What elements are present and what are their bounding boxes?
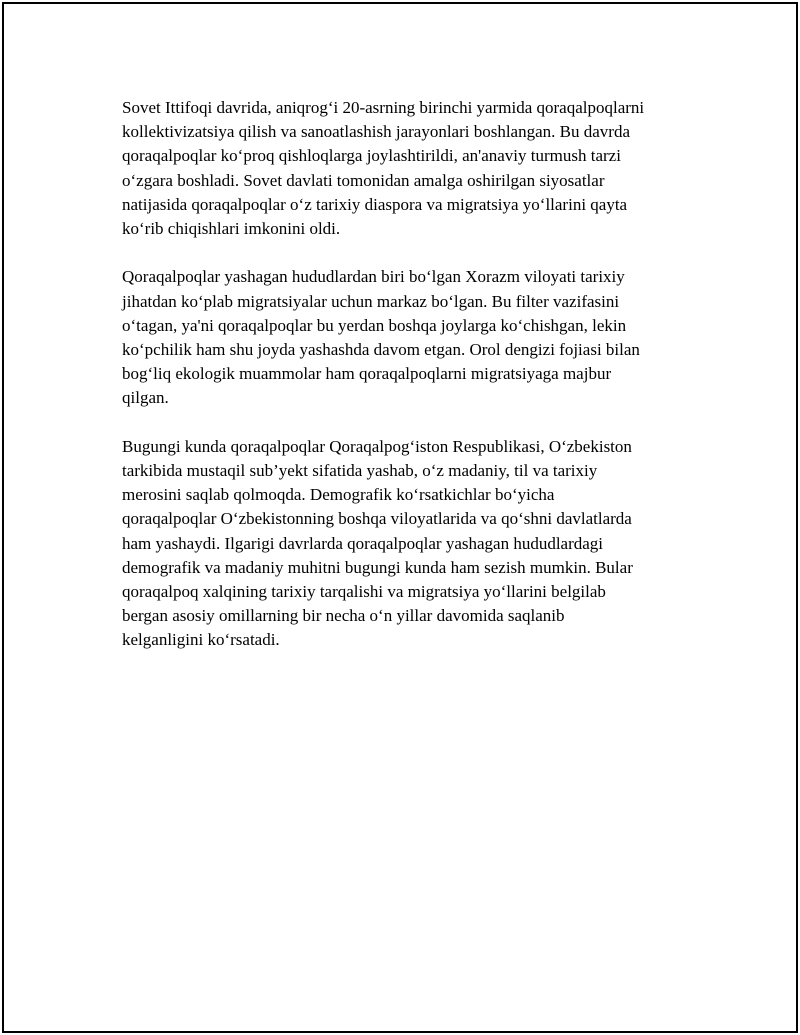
page-frame [2, 2, 798, 1033]
paragraph-soviet-era: Sovet Ittifoqi davrida, aniqrog‘i 20-asrning birinchi yarmida qoraqalpoqlarni kollektivizatsiya qilish va sanoatlashish jarayonlari boshlangan. Bu davrda qoraqalpoqlar ko‘proq qishloqlarga joylashtirildi, an'anaviy turmush tarzi o‘zgara boshladi. Sovet davlati tomonidan amalga oshirilgan siyosatlar natijasida qoraqalpoqlar o‘z tarixiy diaspora va migratsiya yo‘llarini qayta ko‘rib chiqishlari imkonini oldi. [122, 98, 645, 239]
paragraph-khorezm-migration: Qoraqalpoqlar yashagan hududlardan biri bo‘lgan Xorazm viloyati tarixiy jihatdan ko‘plab migratsiyalar uchun markaz bo‘lgan. Bu filter vazifasini o‘tagan, ya'ni qoraqalpoqlar bu yerdan boshqa joylarga ko‘chishgan, lekin ko‘pchilik ham shu joyda yashashda davom etgan. Orol dengizi fojiasi bilan bog‘liq ekologik muammolar ham qoraqalpoqlarni migratsiyaga majbur qilgan. [122, 267, 640, 408]
paragraph-present-day: Bugungi kunda qoraqalpoqlar Qoraqalpog‘iston Respublikasi, O‘zbekiston tarkibida mustaqil sub’yekt sifatida yashab, o‘z madaniy, til va tarixiy merosini saqlab qolmoqda. Demografik ko‘rsatkichlar bo‘yicha qoraqalpoqlar O‘zbekistonning boshqa viloyatlarida va qo‘shni davlatlarda ham yashaydi. Ilgarigi davrlarda qoraqalpoqlar yashagan hududlardagi demografik va madaniy muhitni bugungi kunda ham sezish mumkin. Bular qoraqalpoq xalqining tarixiy tarqalishi va migratsiya yo‘llarini belgilab bergan asosiy omillarning bir necha o‘n yillar davomida saqlanib kelganligini ko‘rsatadi. [122, 436, 633, 650]
document-body [122, 96, 702, 677]
